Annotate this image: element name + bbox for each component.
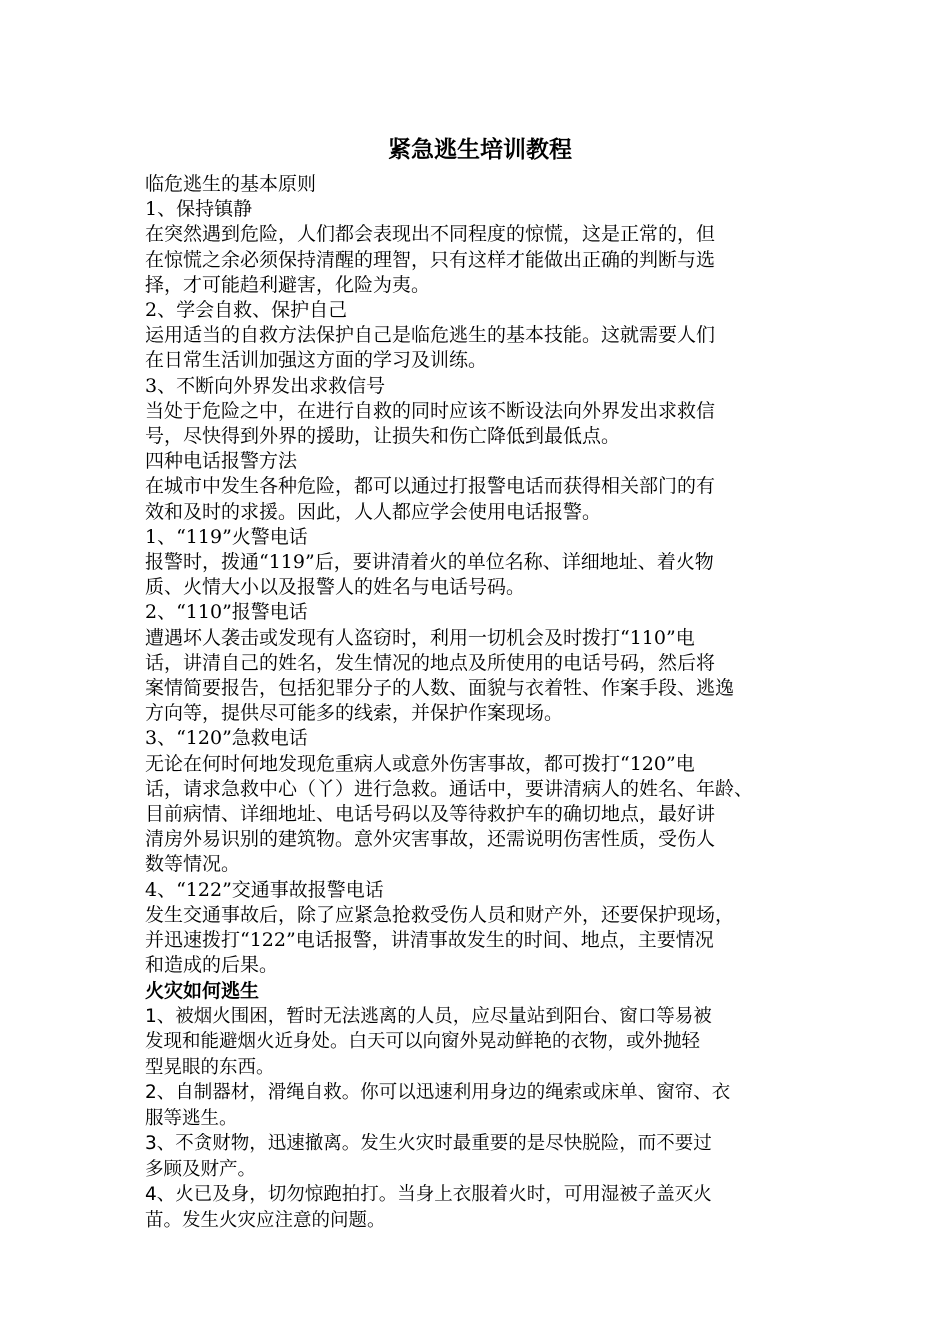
phone-110-heading: 2、“110”报警电话 bbox=[145, 601, 308, 624]
section-heading-fire: 火灾如何逃生 bbox=[145, 979, 260, 1002]
text-line: 质、火情大小以及报警人的姓名与电话号码。 bbox=[145, 576, 526, 599]
text-line: 效和及时的求援。因此，人人都应学会使用电话报警。 bbox=[145, 500, 602, 523]
text-line: 服等逃生。 bbox=[145, 1107, 238, 1129]
text-line: 数等情况。 bbox=[145, 853, 241, 876]
fire-item-3 bbox=[145, 1131, 815, 1182]
text-line: 目前病情、详细地址、电话号码以及等待救护车的确切地点，最好讲 bbox=[145, 803, 716, 826]
phone-120-heading: 3、“120”急救电话 bbox=[145, 727, 308, 750]
text-line: 3、不贪财物，迅速撤离。发生火灾时最重要的是尽快脱险，而不要过 bbox=[145, 1133, 712, 1155]
principle-2-text bbox=[145, 323, 815, 373]
text-line: 话，讲清自己的姓名，发生情况的地点及所使用的电话号码，然后将 bbox=[145, 651, 716, 674]
document-page bbox=[145, 130, 815, 1233]
text-line: 报警时，拨通“119”后，要讲清着火的单位名称、详细地址、着火物 bbox=[145, 551, 714, 574]
text-line: 发现和能避烟火近身处。白天可以向窗外晃动鲜艳的衣物，或外抛轻 bbox=[145, 1031, 701, 1053]
text-line: 苗。发生火灾应注意的问题。 bbox=[145, 1209, 386, 1231]
principle-2-heading: 2、学会自救、保护自己 bbox=[145, 299, 348, 322]
text-line: 运用适当的自救方法保护自己是临危逃生的基本技能。这就需要人们 bbox=[145, 324, 716, 347]
principle-1-heading: 1、保持镇静 bbox=[145, 198, 253, 221]
text-line: 1、被烟火围困，暂时无法逃离的人员，应尽量站到阳台、窗口等易被 bbox=[145, 1005, 712, 1027]
text-line: 在突然遇到危险，人们都会表现出不同程度的惊慌，这是正常的，但 bbox=[145, 223, 716, 246]
text-line: 当处于危险之中，在进行自救的同时应该不断设法向外界发出求救信 bbox=[145, 399, 716, 422]
phone-120-text bbox=[145, 752, 815, 878]
principle-3-heading: 3、不断向外界发出求救信号 bbox=[145, 374, 386, 397]
text-line: 型晃眼的东西。 bbox=[145, 1056, 275, 1078]
text-line: 无论在何时何地发现危重病人或意外伤害事故，都可拨打“120”电 bbox=[145, 752, 695, 775]
text-line: 在日常生活训加强这方面的学习及训练。 bbox=[145, 349, 488, 372]
phone-110-text bbox=[145, 626, 815, 727]
phone-122-heading: 4、“122”交通事故报警电话 bbox=[145, 878, 384, 901]
text-line: 方向等，提供尽可能多的线索，并保护作案现场。 bbox=[145, 702, 564, 725]
text-line: 择，才可能趋利避害，化险为夷。 bbox=[145, 273, 431, 296]
section-heading-phone: 四种电话报警方法 bbox=[145, 450, 298, 473]
section-heading-principles: 临危逃生的基本原则 bbox=[145, 173, 317, 195]
text-line: 发生交通事故后，除了应紧急抢救受伤人员和财产外，还要保护现场， bbox=[145, 903, 735, 926]
text-line: 号，尽快得到外界的援助，让损失和伤亡降低到最低点。 bbox=[145, 425, 621, 448]
phone-119-text bbox=[145, 550, 815, 600]
text-line: 案情简要报告，包括犯罪分子的人数、面貌与衣着牲、作案手段、逃逸 bbox=[145, 677, 735, 700]
text-line: 清房外易识别的建筑物。意外灾害事故，还需说明伤害性质，受伤人 bbox=[145, 828, 716, 851]
text-line: 和造成的后果。 bbox=[145, 954, 279, 977]
text-line: 话，请求急救中心（丫）进行急救。通话中，要讲清病人的姓名、年龄、 bbox=[145, 777, 754, 800]
principle-3-text bbox=[145, 399, 815, 449]
document-title: 紧急逃生培训教程 bbox=[388, 136, 572, 163]
text-line: 4、火已及身，切勿惊跑拍打。当身上衣服着火时，可用湿被子盖灭火 bbox=[145, 1184, 712, 1206]
text-line: 在城市中发生各种危险，都可以通过打报警电话而获得相关部门的有 bbox=[145, 475, 716, 498]
text-line: 遭遇坏人袭击或发现有人盗窃时，利用一切机会及时拨打“110”电 bbox=[145, 626, 695, 649]
principle-1-text bbox=[145, 222, 815, 298]
text-line: 在惊慌之余必须保持清醒的理智，只有这样才能做出正确的判断与选 bbox=[145, 248, 716, 271]
phone-119-heading: 1、“119”火警电话 bbox=[145, 525, 308, 548]
phone-intro-text bbox=[145, 474, 815, 524]
phone-122-text bbox=[145, 903, 815, 979]
fire-item-4 bbox=[145, 1182, 815, 1233]
text-line: 2、自制器材，滑绳自救。你可以迅速利用身边的绳索或床单、窗帘、衣 bbox=[145, 1082, 731, 1104]
fire-item-2 bbox=[145, 1080, 815, 1131]
text-line: 并迅速拨打“122”电话报警，讲清事故发生的时间、地点，主要情况 bbox=[145, 929, 714, 952]
text-line: 多顾及财产。 bbox=[145, 1158, 257, 1180]
fire-item-1 bbox=[145, 1004, 815, 1081]
